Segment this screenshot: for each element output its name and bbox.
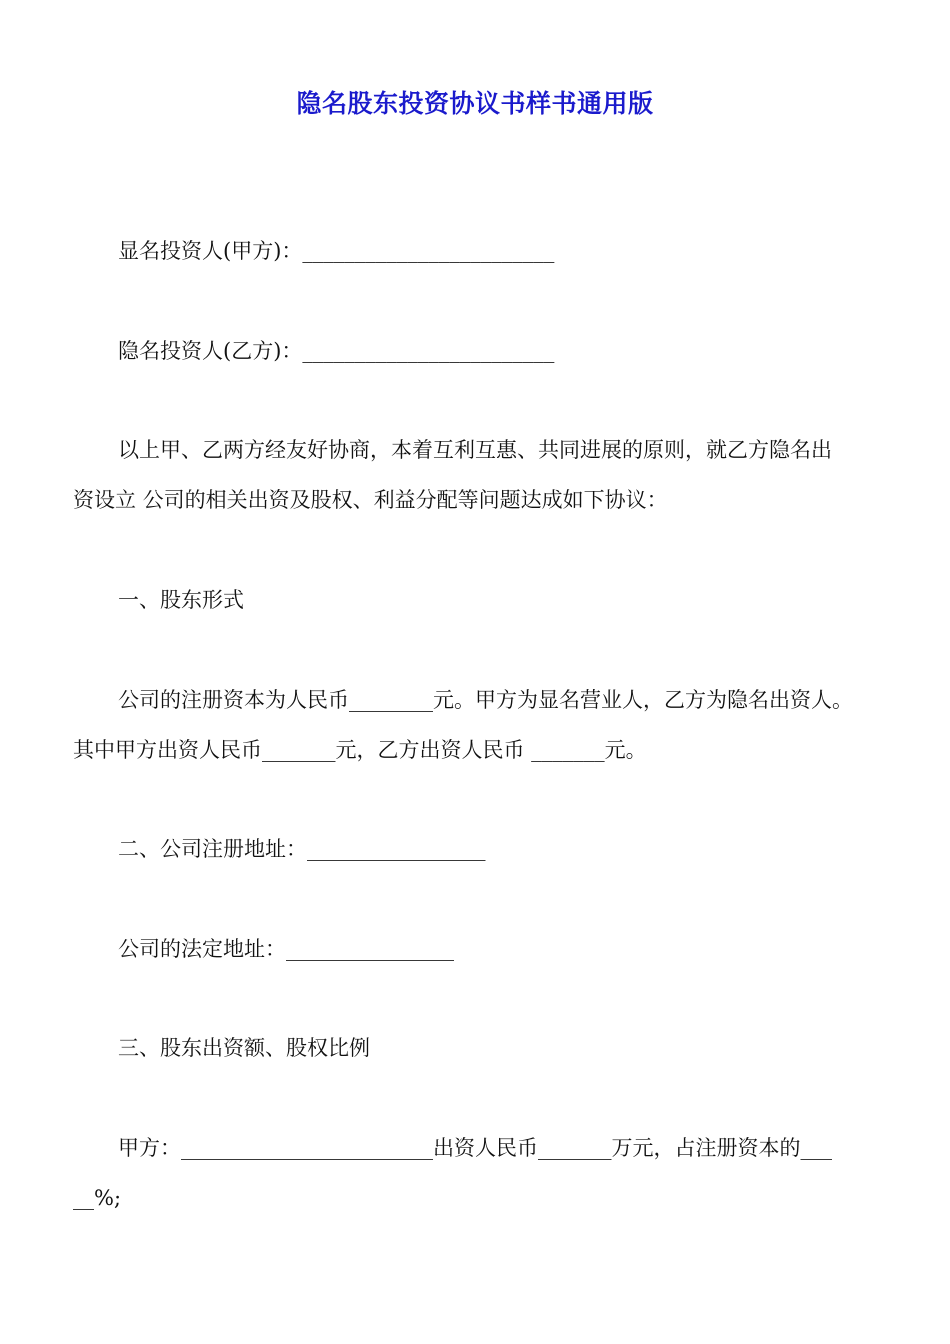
intro-paragraph-line-2: 资设立 公司的相关出资及股权、利益分配等问题达成如下协议： [73,488,668,512]
document-title: 隐名股东投资协议书样书通用版 [296,89,654,118]
section-2-heading: 二、公司注册地址：_________________ [118,837,486,861]
party-a-share-line-2: __%; [73,1186,122,1210]
party-a-share-line-1: 甲方：________________________出资人民币_______万元，占注册资本的___ [118,1136,832,1160]
section-3-heading: 三、股东出资额、股权比例 [118,1036,370,1060]
capital-paragraph-line-1: 公司的注册资本为人民币________元。甲方为显名营业人，乙方为隐名出资人。 [118,688,853,712]
party-a-line: 显名投资人(甲方)：________________________ [118,239,555,263]
intro-paragraph-line-1: 以上甲、乙两方经友好协商，本着互利互惠、共同进展的原则，就乙方隐名出 [118,438,832,462]
section-1-heading: 一、股东形式 [118,588,244,612]
party-b-line: 隐名投资人(乙方)：________________________ [118,339,555,363]
capital-paragraph-line-2: 其中甲方出资人民币_______元，乙方出资人民币 _______元。 [73,738,647,762]
legal-address-line: 公司的法定地址：________________ [118,937,454,961]
